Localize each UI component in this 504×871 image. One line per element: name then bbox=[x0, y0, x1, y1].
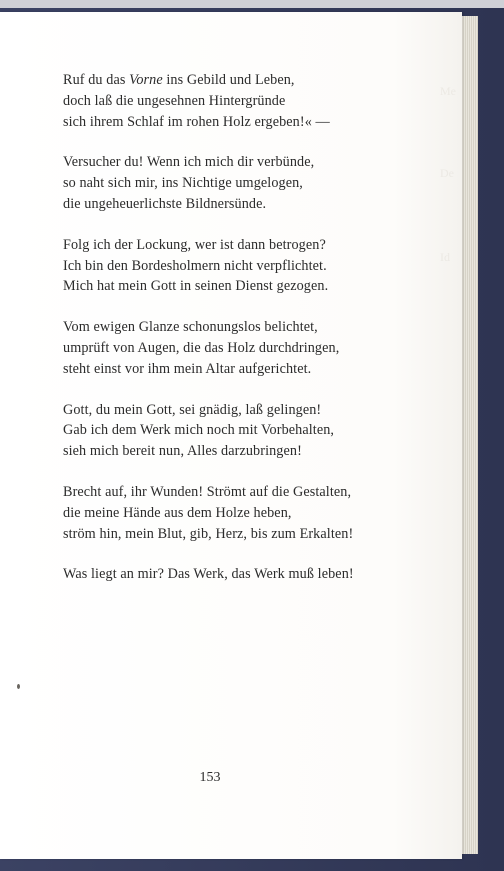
verse-line: Mich hat mein Gott in seinen Dienst gezogen. bbox=[63, 278, 329, 295]
stanza bbox=[63, 482, 453, 544]
verse-line: Folg ich der Lockung, wer ist dann betrogen? bbox=[63, 236, 326, 253]
verse-line: sieh mich bereit nun, Alles darzubringen! bbox=[63, 443, 302, 460]
stanza bbox=[63, 70, 453, 132]
stanza bbox=[63, 400, 453, 462]
verse-line: Gab ich dem Werk mich noch mit Vorbehalten, bbox=[63, 422, 335, 439]
verse-line: ström hin, mein Blut, gib, Herz, bis zum Erkalten! bbox=[63, 525, 354, 542]
verse-line: so naht sich mir, ins Nichtige umgelogen, bbox=[63, 175, 303, 192]
verse-line: die meine Hände aus dem Holze heben, bbox=[63, 504, 292, 521]
verse-line: sich ihrem Schlaf im rohen Holz ergeben!« — bbox=[63, 113, 330, 130]
page-speck bbox=[17, 684, 20, 689]
background-strip bbox=[0, 0, 504, 8]
verse-line: doch laß die ungesehnen Hintergründe bbox=[63, 92, 286, 109]
show-through-text: Me bbox=[440, 84, 456, 98]
verse-line: Brecht auf, ihr Wunden! Strömt auf die Gestalten, bbox=[63, 483, 352, 500]
verse-line: Gott, du mein Gott, sei gnädig, laß gelingen! bbox=[63, 401, 322, 418]
verse-line: Ich bin den Bordesholmern nicht verpflichtet. bbox=[63, 257, 327, 274]
stanza bbox=[63, 317, 453, 379]
show-through-text: Id bbox=[440, 250, 450, 264]
verse-line: Was liegt an mir? Das Werk, das Werk muß leben! bbox=[63, 566, 354, 583]
verse-line: Versucher du! Wenn ich mich dir verbünde, bbox=[63, 154, 315, 171]
poem-text bbox=[63, 70, 453, 605]
stanza bbox=[63, 235, 453, 297]
stanza bbox=[63, 152, 453, 214]
verse-line: steht einst vor ihm mein Altar aufgerichtet. bbox=[63, 360, 312, 377]
page-number: 153 bbox=[199, 770, 221, 785]
show-through-text: De bbox=[440, 166, 454, 180]
stanza bbox=[63, 564, 453, 585]
verse-line: umprüft von Augen, die das Holz durchdringen, bbox=[63, 339, 340, 356]
verse-line: die ungeheuerlichste Bildnersünde. bbox=[63, 195, 267, 212]
verse-line: Ruf du das Vorne ins Gebild und Leben, bbox=[63, 72, 295, 88]
emphasized-word: Vorne bbox=[129, 72, 163, 88]
verse-line: Vom ewigen Glanze schonungslos belichtet, bbox=[63, 319, 318, 336]
